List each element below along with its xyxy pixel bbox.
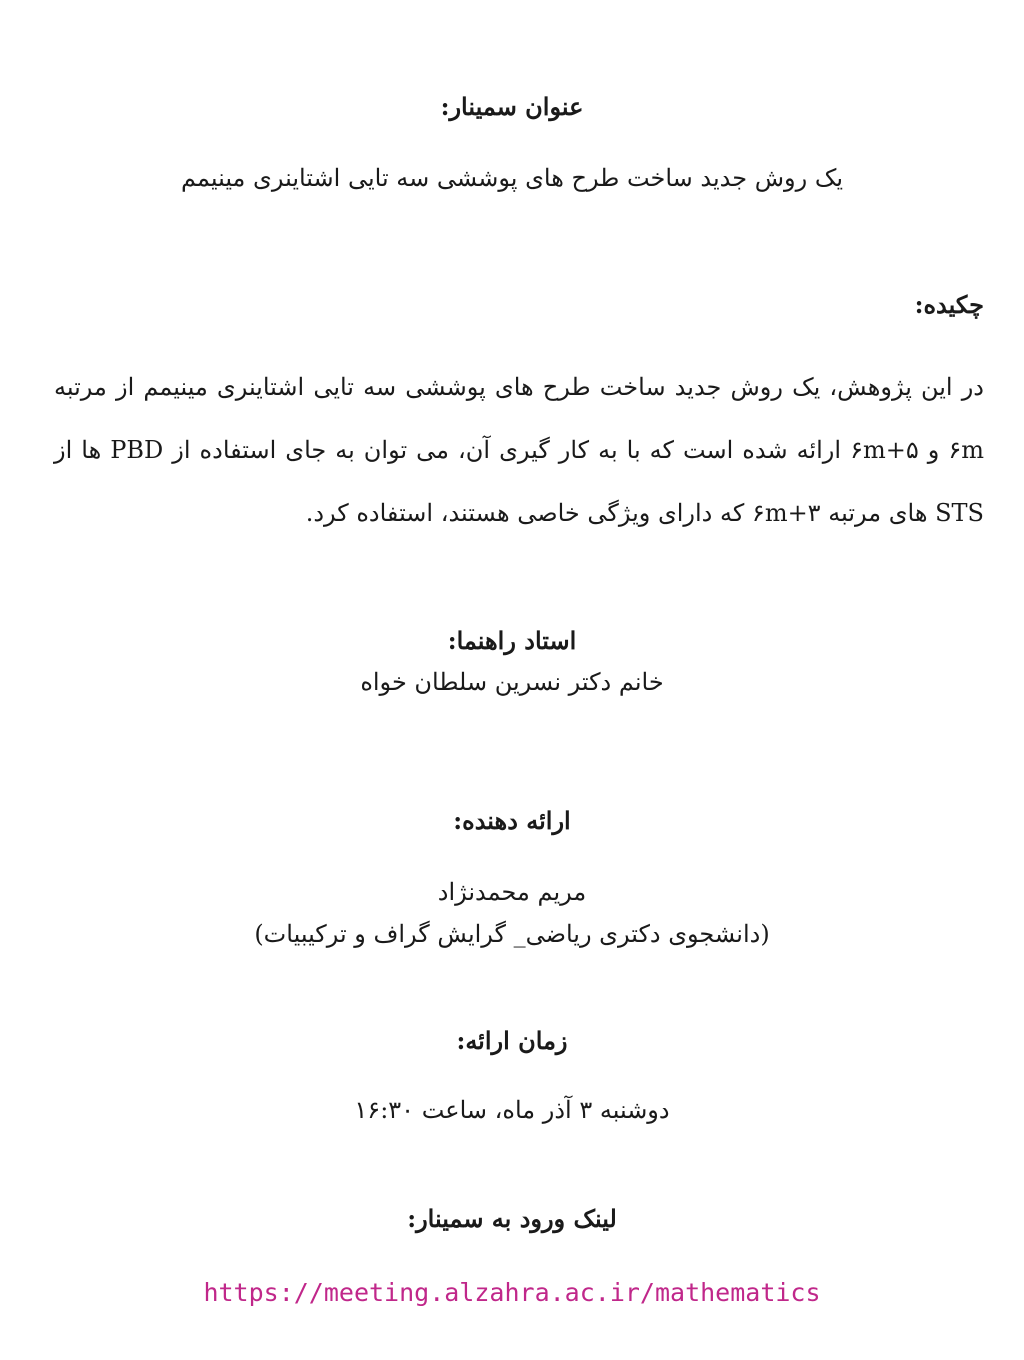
schedule-datetime: دوشنبه ۳ آذر ماه، ساعت ۱۶:۳۰ xyxy=(354,1096,670,1124)
abstract-heading: چکیده: xyxy=(914,290,984,319)
supervisor-heading: استاد راهنما: xyxy=(447,626,577,655)
schedule-heading: زمان ارائه: xyxy=(456,1026,568,1055)
presenter-affiliation: (دانشجوی دکتری ریاضی_ گرایش گراف و ترکیبیات) xyxy=(254,920,770,948)
seminar-title: یک روش جدید ساخت طرح های پوششی سه تایی اشتاینری مینیمم xyxy=(180,164,843,192)
link-heading: لینک ورود به سمینار: xyxy=(407,1204,617,1233)
seminar-title-heading: عنوان سمینار: xyxy=(440,92,584,121)
seminar-link[interactable]: https://meeting.alzahra.ac.ir/mathematics xyxy=(203,1278,821,1307)
supervisor-name: خانم دکتر نسرین سلطان خواه xyxy=(360,668,664,696)
abstract-text: در این پژوهش، یک روش جدید ساخت طرح های پوششی سه تایی اشتاینری مینیمم از مرتبه ۶m و ۶m+۵ ارائه شده است که با به کار گیری آن، می توان به جای استفاده از PBD ها از STS های مرتبه ۶m+۳ که دارای ویژگی خاصی هستند، استفاده کرد. xyxy=(54,373,984,527)
presenter-heading: ارائه دهنده: xyxy=(453,806,571,835)
presenter-name: مریم محمدنژاد xyxy=(437,878,587,906)
